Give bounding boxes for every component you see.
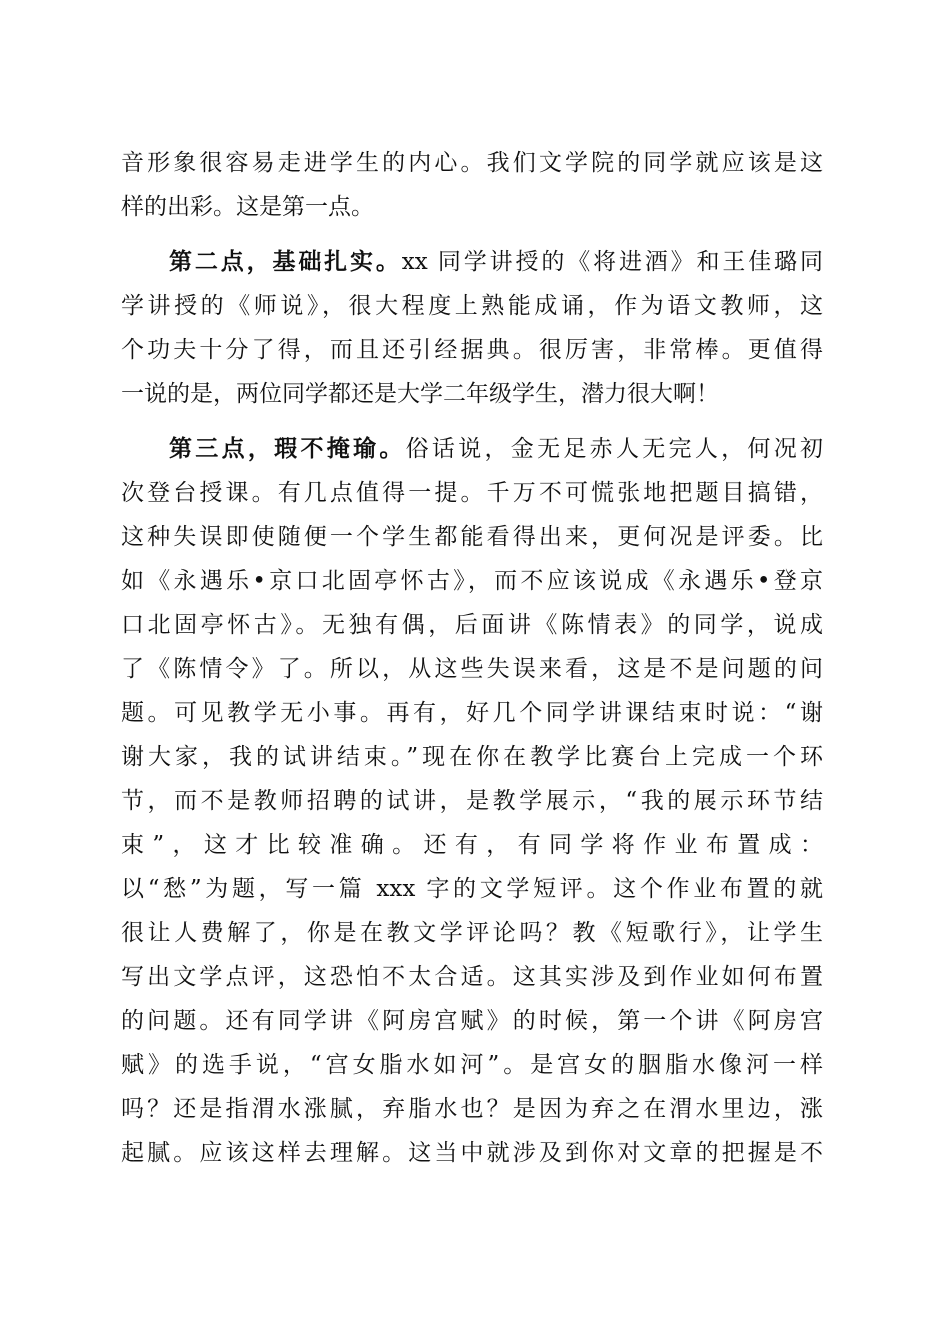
- text-line: 个功夫十分了得，而且还引经据典。很厉害，非常棒。更值得: [121, 337, 823, 363]
- text-line: [121, 240, 823, 284]
- text-line: 节，而不是教师招聘的试讲，是教学展示，“我的展示环节结: [121, 788, 823, 814]
- text-line: 口北固亭怀古》。无独有偶，后面讲《陈情表》的同学，说成: [121, 612, 823, 638]
- text-line: 谢大家，我的试讲结束。”现在你在教学比赛台上完成一个环: [121, 744, 823, 770]
- text-line: 一说的是，两位同学都还是大学二年级学生，潜力很大啊！: [121, 381, 719, 407]
- paragraph-1: [121, 141, 823, 229]
- paragraph-lead: 第二点，基础扎实。: [169, 248, 402, 275]
- text-line: 音形象很容易走进学生的内心。我们文学院的同学就应该是这: [121, 150, 823, 176]
- text-line: 起腻。应该这样去理解。这当中就涉及到你对文章的把握是不: [121, 1140, 823, 1166]
- text-run: xx 同学讲授的《将进酒》和王佳璐同: [401, 249, 823, 275]
- text-line: 如《永遇乐•京口北固亭怀古》，而不应该说成《永遇乐•登京: [121, 568, 823, 594]
- text-line: 这种失误即使随便一个学生都能看得出来，更何况是评委。比: [121, 524, 823, 550]
- text-line: 次登台授课。有几点值得一提。千万不可慌张地把题目搞错，: [121, 480, 823, 506]
- paragraph-3: [121, 427, 823, 1175]
- text-line: 了《陈情令》了。所以，从这些失误来看，这是不是问题的问: [121, 656, 823, 682]
- text-line: 以“愁”为题，写一篇 xxx 字的文学短评。这个作业布置的就: [121, 876, 823, 902]
- paragraph-spacing: [121, 416, 823, 427]
- text-line: 学讲授的《师说》，很大程度上熟能成诵，作为语文教师，这: [121, 293, 823, 319]
- text-line: 题。可见教学无小事。再有，好几个同学讲课结束时说：“谢: [121, 700, 823, 726]
- paragraph-spacing: [121, 229, 823, 240]
- text-run: 俗话说，金无足赤人无完人，何况初: [405, 436, 824, 462]
- text-line: 赋》的选手说，“宫女脂水如河”。是宫女的胭脂水像河一样: [121, 1052, 823, 1078]
- paragraph-lead: 第三点，瑕不掩瑜。: [169, 435, 406, 462]
- paragraph-2: [121, 240, 823, 416]
- text-line: 很让人费解了，你是在教文学评论吗？教《短歌行》，让学生: [121, 920, 823, 946]
- document-body: [121, 141, 823, 1175]
- text-line: 束”，这才比较准确。还有，有同学将作业布置成：: [121, 832, 823, 858]
- text-line: [121, 427, 823, 471]
- text-line: 写出文学点评，这恐怕不太合适。这其实涉及到作业如何布置: [121, 964, 823, 990]
- text-line: 的问题。还有同学讲《阿房宫赋》的时候，第一个讲《阿房宫: [121, 1008, 823, 1034]
- text-line: 样的出彩。这是第一点。: [121, 194, 374, 220]
- text-line: 吗？还是指渭水涨腻，弃脂水也？是因为弃之在渭水里边，涨: [121, 1096, 823, 1122]
